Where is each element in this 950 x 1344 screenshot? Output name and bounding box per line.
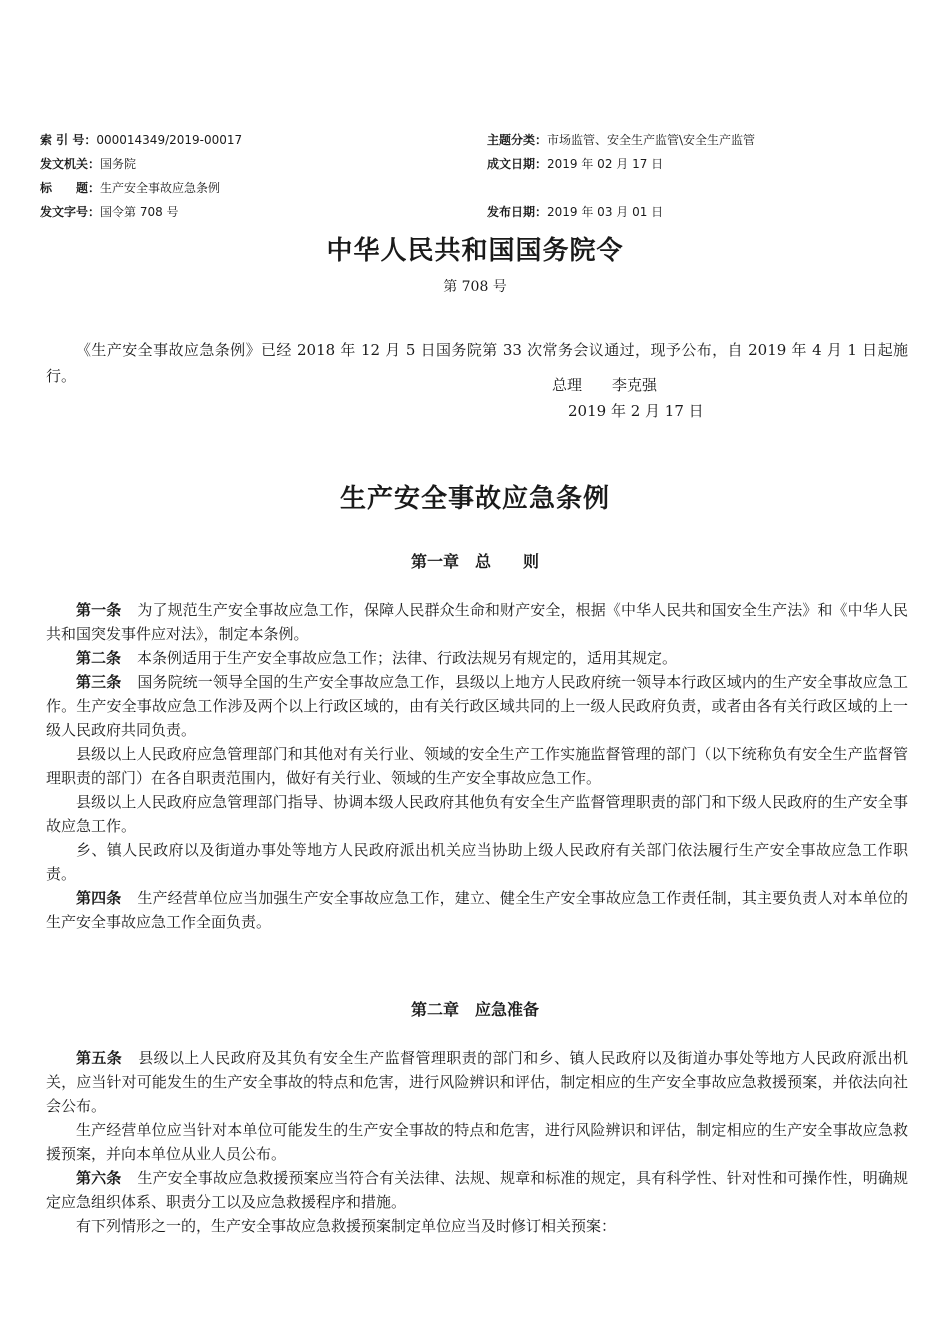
- chapter-2-body: [46, 1046, 908, 1238]
- publish-date-label: 发布日期：: [487, 205, 548, 219]
- document-number-label: 发文字号：: [40, 205, 101, 219]
- article-subparagraph: 县级以上人民政府应急管理部门和其他对有关行业、领域的安全生产工作实施监督管理的部门（以下统称负有安全生产监督管理职责的部门）在各自职责范围内，做好有关行业、领域的生产安全事故应急工作。: [46, 745, 908, 787]
- article-paragraph: [46, 886, 908, 934]
- article-subparagraph: 县级以上人民政府应急管理部门指导、协调本级人民政府其他负有安全生产监督管理职责的部门和下级人民政府的生产安全事故应急工作。: [46, 793, 908, 835]
- article-paragraph: [46, 598, 908, 646]
- issuer-value: 国务院: [100, 157, 137, 171]
- article-subparagraph: 乡、镇人民政府以及街道办事处等地方人民政府派出机关应当协助上级人民政府有关部门依法履行生产安全事故应急工作职责。: [46, 841, 908, 883]
- article-paragraph: [46, 646, 908, 670]
- publish-date-value: 2019 年 03 月 01 日: [547, 205, 664, 219]
- document-metadata: [40, 130, 910, 226]
- signature-block: [552, 372, 704, 424]
- meta-row: [40, 202, 910, 226]
- index-number-label: 索 引 号：: [40, 133, 97, 147]
- title-label: 标 题：: [40, 181, 101, 195]
- article-subparagraph: 生产经营单位应当针对本单位可能发生的生产安全事故的特点和危害，进行风险辨识和评估，制定相应的生产安全事故应急救援预案，并向本单位从业人员公布。: [46, 1121, 908, 1163]
- article-label: 第四条: [76, 889, 122, 907]
- article-text: 县级以上人民政府及其负有安全生产监督管理职责的部门和乡、镇人民政府以及街道办事处等地方人民政府派出机关，应当针对可能发生的生产安全事故的特点和危害，进行风险辨识和评估，制定相应的生产安全事故应急救援预案，并依法向社会公布。: [46, 1049, 908, 1115]
- written-date-field: [487, 154, 663, 178]
- subject-category-label: 主题分类：: [487, 133, 548, 147]
- meta-row: [40, 154, 910, 178]
- article-paragraph: [46, 1166, 908, 1214]
- article-text: 本条例适用于生产安全事故应急工作；法律、行政法规另有规定的，适用其规定。: [137, 649, 678, 667]
- article-paragraph: [46, 1046, 908, 1118]
- chapter-heading: 第二章 应急准备: [410, 1000, 539, 1019]
- signer: 总理 李克强: [552, 376, 658, 394]
- chapter-heading: 第一章 总 则: [410, 552, 539, 571]
- article-label: 第三条: [76, 673, 122, 691]
- issuer-label: 发文机关：: [40, 157, 101, 171]
- publish-date-field: [487, 202, 663, 226]
- article-label: 第六条: [76, 1169, 122, 1187]
- written-date-label: 成文日期：: [487, 157, 548, 171]
- meta-row: [40, 130, 910, 154]
- signature-date: 2019 年 2 月 17 日: [568, 402, 704, 420]
- document-number-value: 国令第 708 号: [100, 205, 179, 219]
- article-label: 第五条: [76, 1049, 123, 1067]
- chapter-1-body: [46, 598, 908, 934]
- article-label: 第二条: [76, 649, 122, 667]
- index-number-value: 000014349/2019-00017: [96, 133, 243, 147]
- order-title: 中华人民共和国国务院令: [326, 236, 624, 266]
- issuer-field: [40, 154, 487, 178]
- article-paragraph: [46, 670, 908, 742]
- written-date-value: 2019 年 02 月 17 日: [547, 157, 664, 171]
- document-number-field: [40, 202, 487, 226]
- order-number: 第 708 号: [443, 279, 507, 295]
- article-text: 生产经营单位应当加强生产安全事故应急工作，建立、健全生产安全事故应急工作责任制，其主要负责人对本单位的生产安全事故应急工作全面负责。: [46, 889, 908, 931]
- regulation-title: 生产安全事故应急条例: [339, 484, 610, 514]
- promulgation-text: 《生产安全事故应急条例》已经 2018 年 12 月 5 日国务院第 33 次常务会议通过，现予公布，自 2019 年 4 月 1 日起施行。: [46, 341, 908, 385]
- article-text: 生产安全事故应急救援预案应当符合有关法律、法规、规章和标准的规定，具有科学性、针对性和可操作性，明确规定应急组织体系、职责分工以及应急救援程序和措施。: [46, 1169, 908, 1211]
- article-subparagraph: 有下列情形之一的，生产安全事故应急救援预案制定单位应当及时修订相关预案：: [76, 1217, 617, 1235]
- title-value: 生产安全事故应急条例: [100, 181, 221, 195]
- article-text: 为了规范生产安全事故应急工作，保障人民群众生命和财产安全，根据《中华人民共和国安全生产法》和《中华人民共和国突发事件应对法》，制定本条例。: [46, 601, 908, 643]
- subject-category-field: [487, 130, 755, 154]
- article-text: 国务院统一领导全国的生产安全事故应急工作，县级以上地方人民政府统一领导本行政区域内的生产安全事故应急工作。生产安全事故应急工作涉及两个以上行政区域的，由有关行政区域共同的上一级人民政府负责，或者由各有关行政区域的上一级人民政府共同负责。: [46, 673, 908, 739]
- subject-category-value: 市场监管、安全生产监管\安全生产监管: [547, 133, 756, 147]
- article-label: 第一条: [76, 601, 122, 619]
- title-field: [40, 178, 487, 202]
- index-number-field: [40, 130, 487, 154]
- meta-row: [40, 178, 910, 202]
